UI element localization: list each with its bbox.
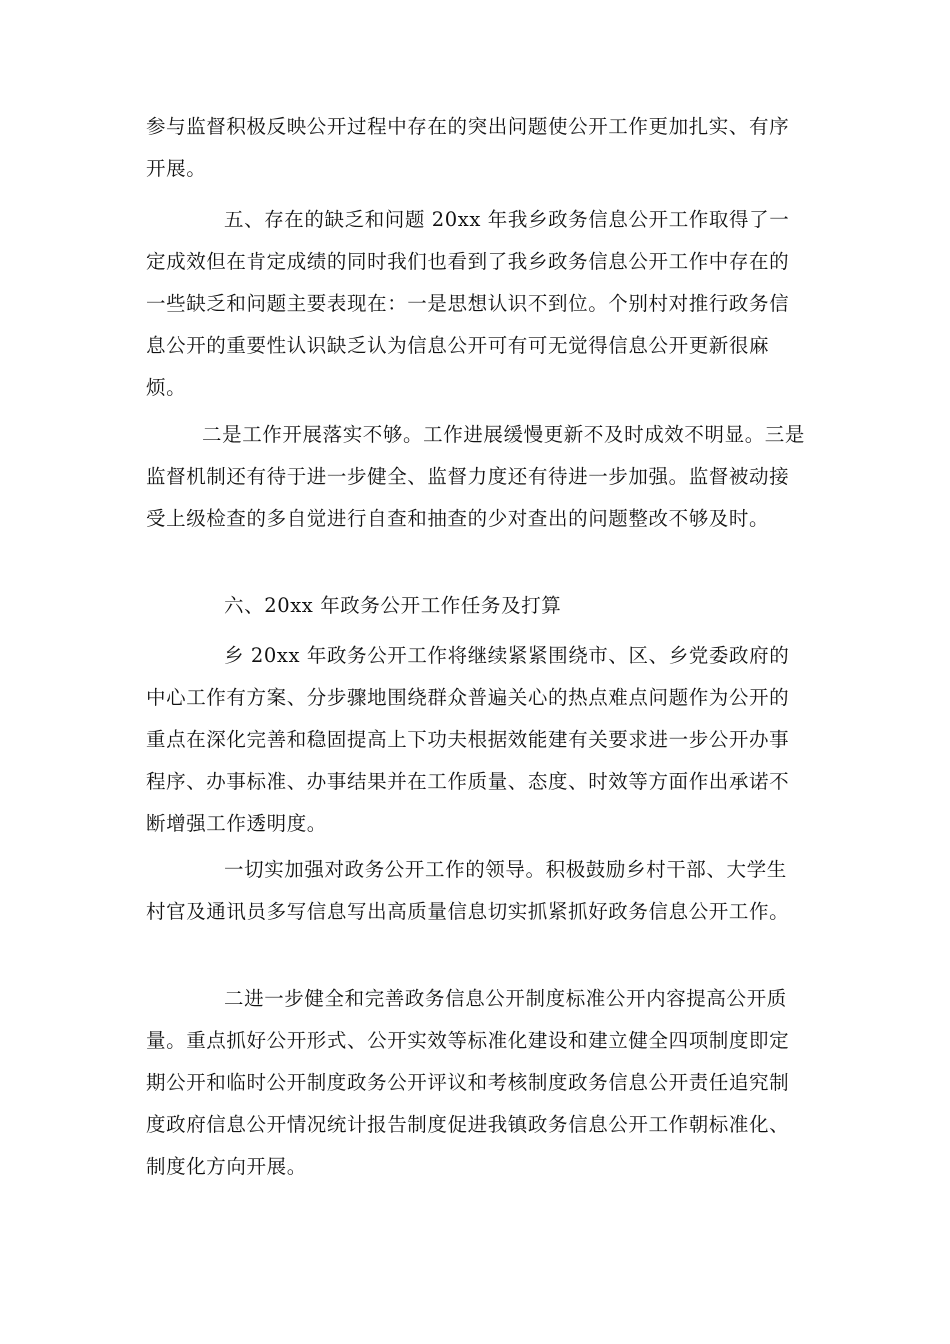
paragraph-plan-one: 一切实加强对政务公开工作的领导。积极鼓励乡村干部、大学生村官及通讯员多写信息写出高质量信息切实抓紧抓好政务信息公开工作。 <box>146 858 790 923</box>
paragraph-plan-overview: 乡 20xx 年政务公开工作将继续紧紧围绕市、区、乡党委政府的中心工作有方案、分步骤地围绕群众普遍关心的热点难点问题作为公开的重点在深化完善和稳固提高上下功夫根据效能建有关要求进一步公开办事程序、办事标准、办事结果并在工作质量、态度、时效等方面作出承诺不断增强工作透明度。 <box>146 644 790 835</box>
paragraph-plan-two: 二进一步健全和完善政务信息公开制度标准公开内容提高公开质量。重点抓好公开形式、公开实效等标准化建设和建立健全四项制度即定期公开和临时公开制度政务公开评议和考核制度政务信息公开责任追究制度政府信息公开情况统计报告制度促进我镇政务信息公开工作朝标准化、制度化方向开展。 <box>146 987 790 1178</box>
paragraph-continuation: 参与监督积极反映公开过程中存在的突出问题使公开工作更加扎实、有序开展。 <box>146 115 790 180</box>
paragraph-section-five: 五、存在的缺乏和问题 20xx 年我乡政务信息公开工作取得了一定成效但在肯定成绩的同时我们也看到了我乡政务信息公开工作中存在的一些缺乏和问题主要表现在：一是思想认识不到位。个别村对推行政务信息公开的重要性认识缺乏认为信息公开可有可无觉得信息公开更新很麻烦。 <box>146 208 790 399</box>
section-six-heading: 六、20xx 年政务公开工作任务及打算 <box>224 594 562 617</box>
paragraph-issues-two-three: 二是工作开展落实不够。工作进展缓慢更新不及时成效不明显。三是监督机制还有待于进一步健全、监督力度还有待进一步加强。监督被动接受上级检查的多自觉进行自查和抽查的少对查出的问题整改不够及时。 <box>146 423 806 530</box>
